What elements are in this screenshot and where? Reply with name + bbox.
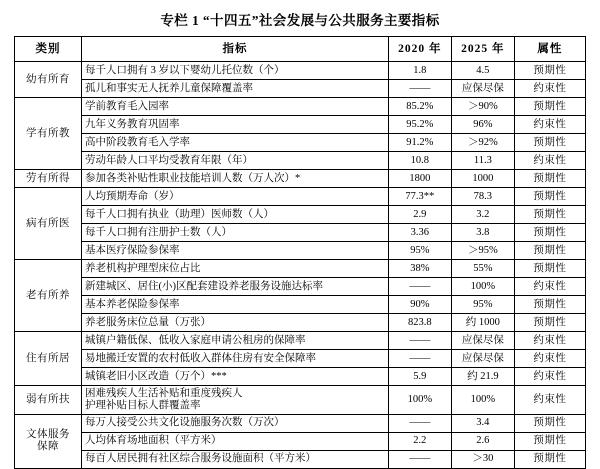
attribute-cell: 预期性 xyxy=(514,98,585,116)
attribute-cell: 约束性 xyxy=(514,386,585,415)
value-2020-cell: —— xyxy=(388,414,451,432)
indicator-cell: 每万人接受公共文化设施服务次数（万次） xyxy=(82,414,389,432)
table-row xyxy=(15,386,586,415)
indicator-cell: 九年义务教育巩固率 xyxy=(82,116,389,134)
attribute-cell: 预期性 xyxy=(514,432,585,450)
indicator-cell: 参加各类补贴性职业技能培训人数（万人次）* xyxy=(82,170,389,188)
category-cell: 老有所养 xyxy=(15,260,82,332)
table-header-row xyxy=(15,37,586,62)
value-2020-cell: 77.3** xyxy=(388,188,451,206)
value-2025-cell: 应保尽保 xyxy=(451,80,514,98)
header-attribute: 属性 xyxy=(514,37,585,62)
indicator-cell: 人均体育场地面积（平方米） xyxy=(82,432,389,450)
attribute-cell: 约束性 xyxy=(514,80,585,98)
value-2020-cell: —— xyxy=(388,332,451,350)
value-2020-cell: 1.8 xyxy=(388,62,451,80)
value-2025-cell: 3.2 xyxy=(451,206,514,224)
table-row xyxy=(15,414,586,432)
value-2025-cell: ＞90% xyxy=(451,98,514,116)
category-cell: 弱有所扶 xyxy=(15,386,82,415)
value-2020-cell: 823.8 xyxy=(388,314,451,332)
category-cell: 文体服务 保障 xyxy=(15,414,82,468)
table-row xyxy=(15,116,586,134)
value-2020-cell: 85.2% xyxy=(388,98,451,116)
attribute-cell: 预期性 xyxy=(514,62,585,80)
attribute-cell: 约束性 xyxy=(514,332,585,350)
value-2025-cell: 100% xyxy=(451,386,514,415)
value-2020-cell: 91.2% xyxy=(388,134,451,152)
table-row xyxy=(15,152,586,170)
table-row xyxy=(15,170,586,188)
value-2020-cell: 2.9 xyxy=(388,206,451,224)
indicator-cell: 城镇老旧小区改造（万个）*** xyxy=(82,368,389,386)
value-2025-cell: ＞92% xyxy=(451,134,514,152)
table-row xyxy=(15,350,586,368)
header-indicator: 指标 xyxy=(82,37,389,62)
indicator-cell: 养老服务床位总量（万张） xyxy=(82,314,389,332)
value-2020-cell: 38% xyxy=(388,260,451,278)
table-row xyxy=(15,224,586,242)
category-cell: 幼有所育 xyxy=(15,62,82,98)
value-2025-cell: 约 1000 xyxy=(451,314,514,332)
value-2020-cell: 2.2 xyxy=(388,432,451,450)
value-2020-cell: —— xyxy=(388,80,451,98)
value-2025-cell: ＞30 xyxy=(451,450,514,468)
value-2025-cell: 96% xyxy=(451,116,514,134)
attribute-cell: 约束性 xyxy=(514,368,585,386)
attribute-cell: 约束性 xyxy=(514,278,585,296)
attribute-cell: 预期性 xyxy=(514,260,585,278)
category-cell: 病有所医 xyxy=(15,188,82,260)
table-row xyxy=(15,242,586,260)
category-cell: 劳有所得 xyxy=(15,170,82,188)
indicator-cell: 基本医疗保险参保率 xyxy=(82,242,389,260)
value-2020-cell: 90% xyxy=(388,296,451,314)
table-row xyxy=(15,296,586,314)
indicator-cell: 人均预期寿命（岁） xyxy=(82,188,389,206)
attribute-cell: 预期性 xyxy=(514,206,585,224)
value-2025-cell: 100% xyxy=(451,278,514,296)
attribute-cell: 约束性 xyxy=(514,116,585,134)
value-2020-cell: —— xyxy=(388,450,451,468)
table-row xyxy=(15,206,586,224)
header-year-2020: 2020 年 xyxy=(388,37,451,62)
table-row xyxy=(15,314,586,332)
attribute-cell: 预期性 xyxy=(514,450,585,468)
table-body xyxy=(15,62,586,469)
indicator-cell: 每千人口拥有执业（助理）医师数（人） xyxy=(82,206,389,224)
table-row xyxy=(15,368,586,386)
value-2020-cell: 1800 xyxy=(388,170,451,188)
indicator-cell: 养老机构护理型床位占比 xyxy=(82,260,389,278)
indicator-cell: 新建城区、居住(小)区配套建设养老服务设施达标率 xyxy=(82,278,389,296)
attribute-cell: 预期性 xyxy=(514,188,585,206)
indicator-cell: 基本养老保险参保率 xyxy=(82,296,389,314)
indicator-cell: 孤儿和事实无人抚养儿童保障覆盖率 xyxy=(82,80,389,98)
table-row xyxy=(15,62,586,80)
value-2025-cell: 约 21.9 xyxy=(451,368,514,386)
value-2020-cell: —— xyxy=(388,350,451,368)
value-2020-cell: —— xyxy=(388,278,451,296)
table-row xyxy=(15,134,586,152)
indicator-cell: 城镇户籍低保、低收入家庭申请公租房的保障率 xyxy=(82,332,389,350)
indicator-cell: 高中阶段教育毛入学率 xyxy=(82,134,389,152)
attribute-cell: 预期性 xyxy=(514,242,585,260)
page-title: 专栏 1 “十四五”社会发展与公共服务主要指标 xyxy=(160,13,440,28)
category-cell: 学有所教 xyxy=(15,98,82,170)
header-category: 类别 xyxy=(15,37,82,62)
indicators-table xyxy=(14,36,586,469)
attribute-cell: 预期性 xyxy=(514,414,585,432)
attribute-cell: 预期性 xyxy=(514,314,585,332)
attribute-cell: 预期性 xyxy=(514,296,585,314)
value-2020-cell: 100% xyxy=(388,386,451,415)
table-header xyxy=(15,37,586,62)
table-row xyxy=(15,432,586,450)
value-2025-cell: 2.6 xyxy=(451,432,514,450)
category-cell: 住有所居 xyxy=(15,332,82,386)
indicator-cell: 每千人口拥有 3 岁以下婴幼儿托位数（个） xyxy=(82,62,389,80)
value-2025-cell: 1000 xyxy=(451,170,514,188)
indicator-cell: 劳动年龄人口平均受教育年限（年） xyxy=(82,152,389,170)
value-2025-cell: 95% xyxy=(451,296,514,314)
value-2025-cell: 应保尽保 xyxy=(451,332,514,350)
table-row xyxy=(15,98,586,116)
value-2020-cell: 3.36 xyxy=(388,224,451,242)
value-2020-cell: 5.9 xyxy=(388,368,451,386)
value-2020-cell: 95% xyxy=(388,242,451,260)
value-2025-cell: 11.3 xyxy=(451,152,514,170)
value-2025-cell: 55% xyxy=(451,260,514,278)
table-row xyxy=(15,188,586,206)
indicator-cell: 困难残疾人生活补贴和重度残疾人 护理补贴目标人群覆盖率 xyxy=(82,386,389,415)
value-2025-cell: ＞95% xyxy=(451,242,514,260)
value-2025-cell: 78.3 xyxy=(451,188,514,206)
attribute-cell: 预期性 xyxy=(514,134,585,152)
indicator-cell: 每千人口拥有注册护士数（人） xyxy=(82,224,389,242)
attribute-cell: 预期性 xyxy=(514,170,585,188)
value-2025-cell: 3.8 xyxy=(451,224,514,242)
value-2020-cell: 95.2% xyxy=(388,116,451,134)
indicator-cell: 易地搬迁安置的农村低收入群体住房有安全保障率 xyxy=(82,350,389,368)
table-row xyxy=(15,80,586,98)
attribute-cell: 约束性 xyxy=(514,152,585,170)
value-2025-cell: 3.4 xyxy=(451,414,514,432)
value-2025-cell: 应保尽保 xyxy=(451,350,514,368)
attribute-cell: 预期性 xyxy=(514,224,585,242)
value-2025-cell: 4.5 xyxy=(451,62,514,80)
indicator-cell: 每百人居民拥有社区综合服务设施面积（平方米） xyxy=(82,450,389,468)
table-row xyxy=(15,260,586,278)
header-year-2025: 2025 年 xyxy=(451,37,514,62)
attribute-cell: 约束性 xyxy=(514,350,585,368)
table-row xyxy=(15,450,586,468)
table-row xyxy=(15,278,586,296)
table-row xyxy=(15,332,586,350)
indicator-cell: 学前教育毛入园率 xyxy=(82,98,389,116)
value-2020-cell: 10.8 xyxy=(388,152,451,170)
